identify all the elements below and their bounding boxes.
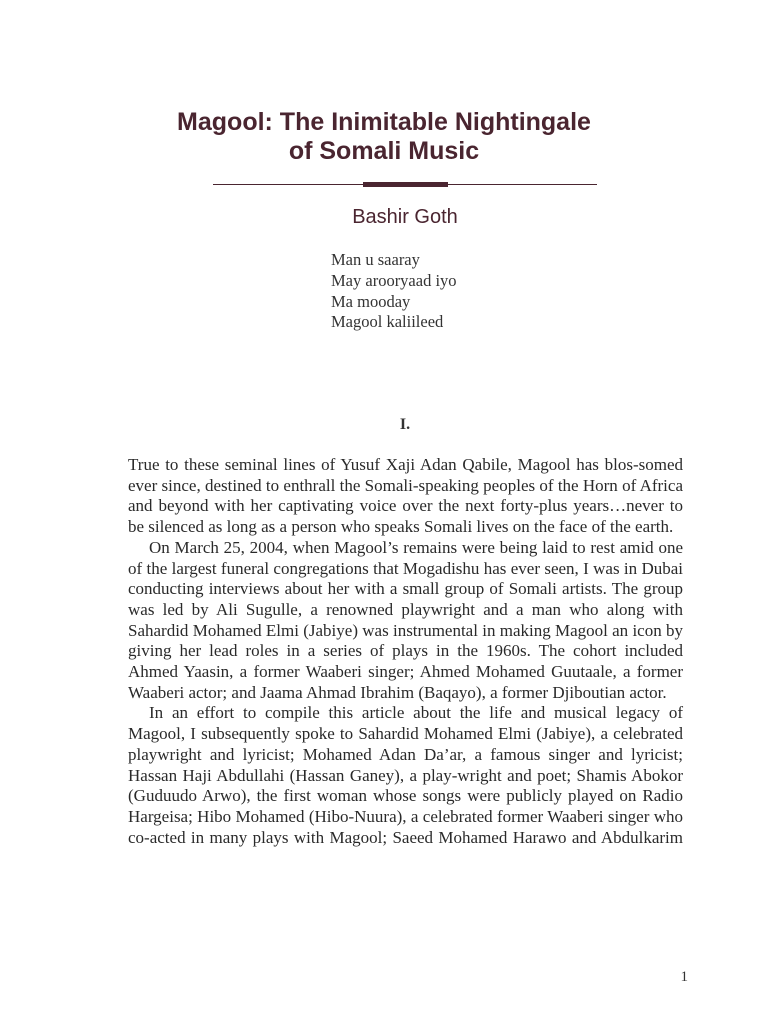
- article-title-line-1: Magool: The Inimitable Nightingale: [177, 108, 591, 136]
- body-paragraph: True to these seminal lines of Yusuf Xaji Adan Qabile, Magool has blos-somed ever since, destined to enthrall the Somali-speaking peoples of the Horn of Africa and beyond with her captivating voice over the next forty-plus years…never to be silenced as long as a person who speaks Somali lives on the face of the earth.: [128, 455, 683, 537]
- body-paragraph: On March 25, 2004, when Magool’s remains were being laid to rest amid one of the largest funeral congregations that Mogadishu has ever seen, I was in Dubai conducting interviews about her with a small group of Somali artists. The group was led by Ali Sugulle, a renowned playwright and a man who along with Sahardid Mohamed Elmi (Jabiye) was instrumental in making Magool an icon by giving her lead roles in a series of plays in the 1960s. The cohort included Ahmed Yaasin, a former Waaberi singer; Ahmed Mohamed Guutaale, a former Waaberi actor; and Jaama Ahmad Ibrahim (Baqayo), a former Djiboutian actor.: [128, 537, 683, 702]
- section-number: I.: [399, 416, 411, 433]
- epigraph-line: Ma mooday: [331, 291, 411, 311]
- article-body: [128, 455, 683, 848]
- body-paragraph: In an effort to compile this article about the life and musical legacy of Magool, I subsequently spoke to Sahardid Mohamed Elmi (Jabiye), a celebrated playwright and lyricist; Mohamed Adan Da’ar, a famous singer and lyricist; Hassan Haji Abdullahi (Hassan Ganey), a play-wright and poet; Shamis Abokor (Guduudo Arwo), the first woman whose songs were publicly played on Radio Hargeisa; Hibo Mohamed (Hibo-Nuura), a celebrated former Waaberi singer who co-acted in many plays with Magool; Saeed Mohamed Harawo and Abdulkarim: [128, 703, 683, 847]
- author-name: Bashir Goth: [352, 206, 458, 228]
- title-divider-accent: [363, 182, 448, 187]
- epigraph-line: Man u saaray: [331, 250, 420, 269]
- epigraph-line: May arooryaad iyo: [331, 270, 457, 290]
- article-title: [0, 108, 768, 166]
- epigraph-line: Magool kaliileed: [331, 312, 444, 332]
- epigraph: [331, 250, 457, 333]
- article-title-line-2: of Somali Music: [288, 137, 480, 165]
- page-number: 1: [680, 969, 688, 985]
